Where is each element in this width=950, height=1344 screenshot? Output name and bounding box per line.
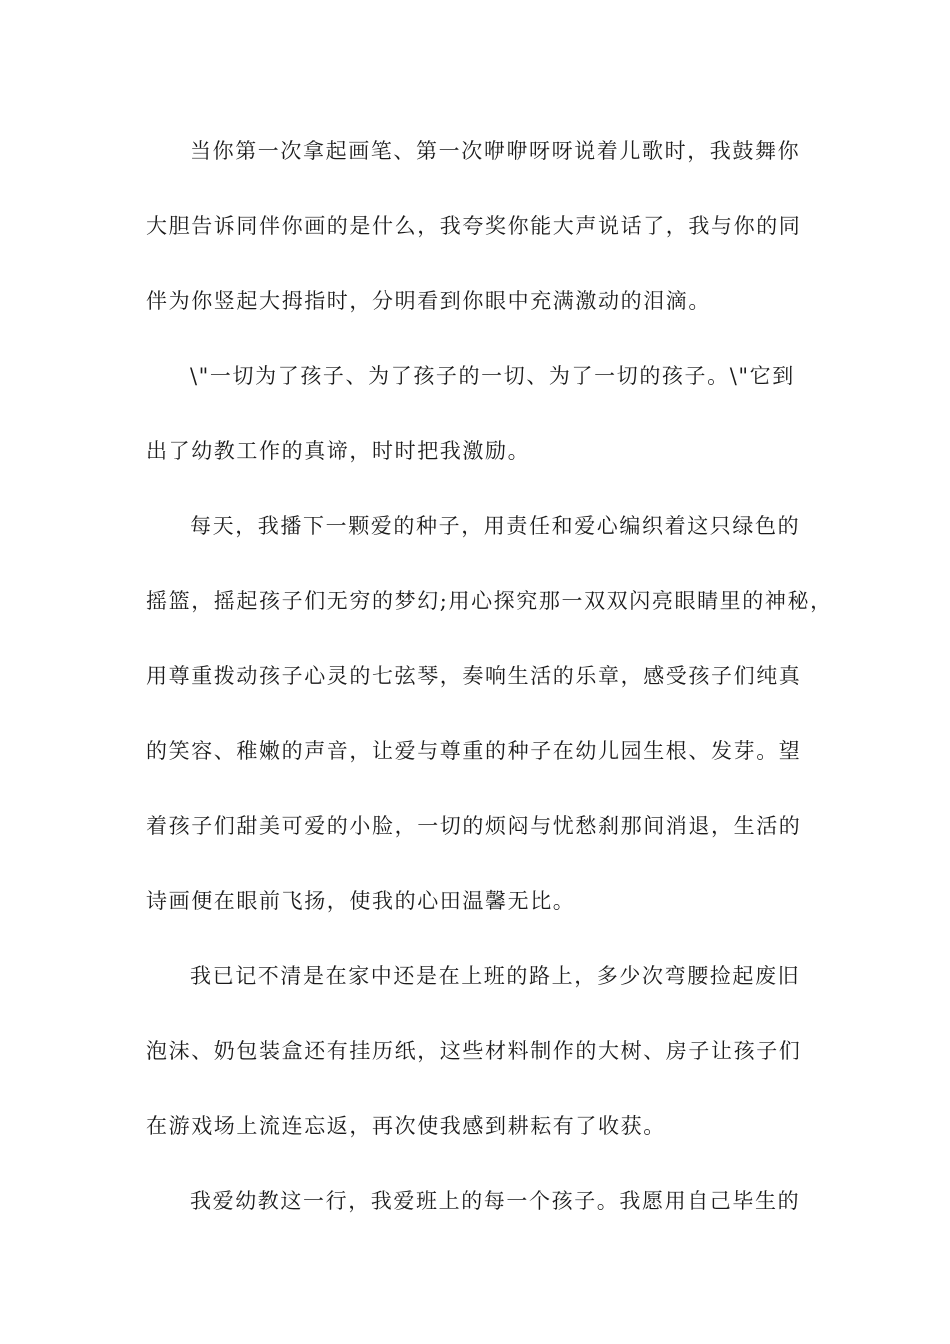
text-line: 出了幼教工作的真谛，时时把我激励。 <box>146 439 531 463</box>
text-line: \"一切为了孩子、为了孩子的一切、为了一切的孩子。\"它到 <box>190 364 795 388</box>
text-line: 泡沫、奶包装盒还有挂历纸，这些材料制作的大树、房子让孩子们 <box>146 1039 802 1063</box>
text-line: 用尊重拨动孩子心灵的七弦琴，奏响生活的乐章，感受孩子们纯真 <box>146 664 802 688</box>
text-line: 每天，我播下一颗爱的种子，用责任和爱心编织着这只绿色的 <box>190 514 801 538</box>
text-line: 当你第一次拿起画笔、第一次咿咿呀呀说着儿歌时，我鼓舞你 <box>190 139 801 163</box>
text-line: 我已记不清是在家中还是在上班的路上，多少次弯腰捡起废旧 <box>190 964 801 988</box>
text-line: 摇篮，摇起孩子们无穷的梦幻;用心探究那一双双闪亮眼睛里的神秘， <box>146 589 833 613</box>
text-line: 着孩子们甜美可爱的小脸，一切的烦闷与忧愁刹那间消退，生活的 <box>146 814 802 838</box>
text-line: 的笑容、稚嫩的声音，让爱与尊重的种子在幼儿园生根、发芽。望 <box>146 739 802 763</box>
text-line: 伴为你竖起大拇指时，分明看到你眼中充满激动的泪滴。 <box>146 289 711 313</box>
text-line: 诗画便在眼前飞扬，使我的心田温馨无比。 <box>146 889 576 913</box>
text-line: 在游戏场上流连忘返，再次使我感到耕耘有了收获。 <box>146 1114 666 1138</box>
text-line: 我爱幼教这一行，我爱班上的每一个孩子。我愿用自己毕生的 <box>190 1189 801 1213</box>
text-line: 大胆告诉同伴你画的是什么，我夸奖你能大声说话了，我与你的同 <box>146 214 802 238</box>
